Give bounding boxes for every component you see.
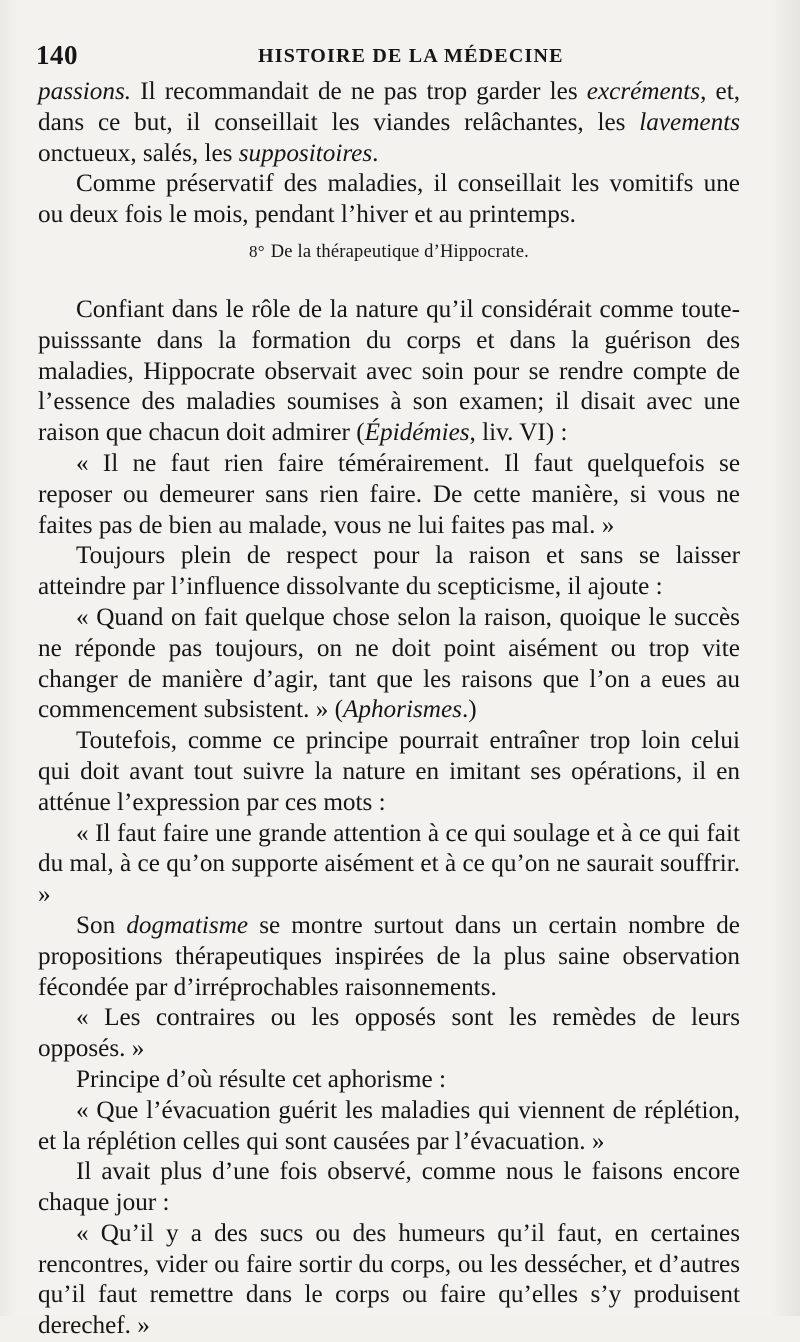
paragraph-passions [38,77,740,169]
italic-term: lavements [639,108,740,136]
paragraph-confiant [38,295,740,449]
paragraph-text: Confiant dans le rôle de la nature qu’il considérait comme toute-puisssante dans la formation du corps et dans la guérison des maladies, Hippocrate observait avec soin pour se rendre compte de l’essence des maladies soumises à son examen; il disait avec une raison que chacun doit admirer ( [38,295,740,447]
paragraph-principe: Principe d’où résulte cet aphorisme : [76,1065,447,1093]
paragraph-text: . [372,139,379,167]
paragraph-text: .) [461,696,477,724]
section-heading-text: De la thérapeutique d’Hippocrate. [270,241,529,262]
paragraph-text: , liv. VI) : [469,419,568,447]
paragraph-text: se montre surtout dans un certain nombre de propositions thérapeutiques inspirées de la plus saine observation fécondée par d’irréprochables raisonnements. [38,911,740,1001]
paragraph-text: onctueux, salés, les [38,139,239,167]
italic-term: dogmatisme [126,911,249,939]
paragraph-preservatif: Comme préservatif des maladies, il conseillait les vomitifs une ou deux fois le mois, pendant l’hiver et au printemps. [38,170,740,229]
italic-term: excréments [586,78,701,105]
page-body [38,77,740,1342]
section-number: 8° [249,241,265,261]
paragraph-text: Son [76,911,127,939]
paragraph-text: « Quand on fait quelque chose selon la raison, quoique le succès ne réponde pas toujours, on ne doit point aisément ou trop vite changer de manière d’agir, tant que les raisons que l’on a eues au commencement subsistent. » ( [38,603,740,724]
paragraph-toujours: Toujours plein de respect pour la raison et sans se laisser atteindre par l’influence dissolvante du scepticisme, il ajoute : [38,542,740,601]
italic-term: passions. [38,78,132,105]
italic-reference: Aphorismes [342,696,462,724]
paragraph-text: , et, dans ce but, il conseillait les viandes relâchantes, les [38,78,740,136]
quote-temerairement: « Il ne faut rien faire témérairement. Il faut quelquefois se reposer ou demeurer sans rien faire. De cette manière, si vous ne faites pas de bien au malade, vous ne lui faites pas mal. » [38,449,740,539]
paragraph-dogmatisme [38,911,740,1003]
quote-evacuation: « Que l’évacuation guérit les maladies qui viennent de réplétion, et la réplétion celles qui sont causées par l’évacuation. » [38,1096,740,1155]
paragraph-toutefois: Toutefois, comme ce principe pourrait entraîner trop loin celui qui doit avant tout suivre la nature en imitant ses opérations, il en atténue l’expression par ces mots : [38,727,740,816]
quote-sucs-humeurs: « Qu’il y a des sucs ou des humeurs qu’il faut, en certaines rencontres, vider ou faire sortir du corps, ou les dessécher, et d’autres qu’il faut remettre dans le corps ou faire qu’elles s’y produisent derechef. » [38,1219,740,1340]
quote-contraires: « Les contraires ou les opposés sont les remèdes de leurs opposés. » [38,1004,740,1063]
page-number: 140 [36,40,78,70]
quote-selon-la-raison [38,603,740,726]
section-heading [38,239,740,265]
quote-grande-attention: « Il faut faire une grande attention à ce qui soulage et à ce qui fait du mal, à ce qu’on supporte aisément et à ce qu’on ne saurait souffrir. » [38,819,740,909]
page-header [36,40,756,76]
paragraph-text: Il recommandait de ne pas trop garder les [131,78,587,105]
paragraph-observe: Il avait plus d’une fois observé, comme nous le faisons encore chaque jour : [38,1158,740,1217]
running-title: HISTOIRE DE LA MÉDECINE [258,45,564,67]
italic-reference: Épidémies [364,419,470,447]
italic-term: suppositoires [238,139,373,167]
